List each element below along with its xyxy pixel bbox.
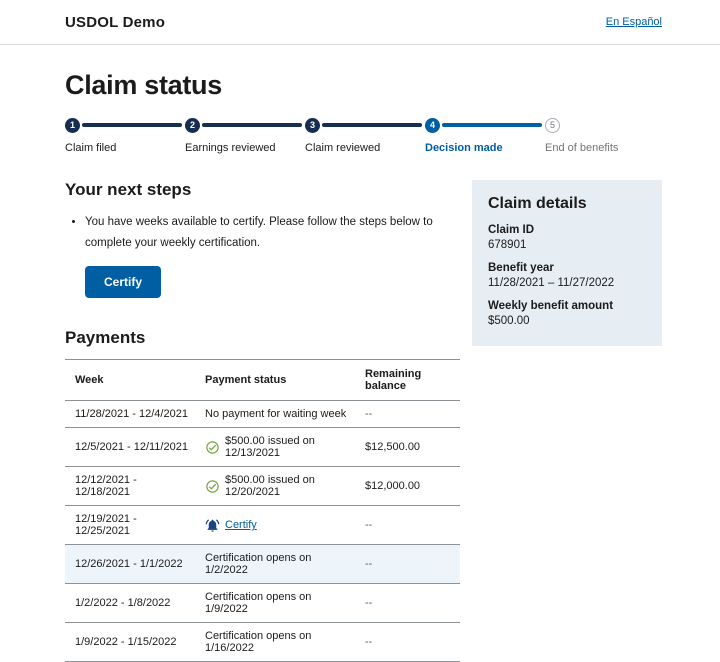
step-number-badge: 2 (185, 118, 200, 133)
claim-progress-stepper (65, 117, 662, 154)
payment-status-text: $500.00 issued on 12/20/2021 (225, 474, 315, 499)
remaining-balance-cell (355, 467, 460, 506)
detail-label: Weekly benefit amount (488, 300, 614, 312)
column-header-payment-status: Payment status (195, 360, 355, 401)
claim-details-heading: Claim details (488, 195, 587, 212)
step-connector (322, 123, 422, 127)
step-label: Earnings reviewed (185, 142, 276, 154)
check-circle-icon (205, 440, 220, 455)
week-cell: 1/2/2022 - 1/8/2022 (65, 584, 195, 623)
week-cell: 12/12/2021 - 12/18/2021 (65, 467, 195, 506)
week-cell: 1/9/2022 - 1/15/2022 (65, 623, 195, 662)
remaining-balance-cell (355, 623, 460, 662)
app-header (0, 0, 720, 45)
table-row (65, 584, 460, 623)
detail-label: Claim ID (488, 224, 535, 236)
step-number-badge: 3 (305, 118, 320, 133)
app-title: USDOL Demo (65, 13, 166, 31)
table-row (65, 506, 460, 545)
payment-status-text: No payment for waiting week (205, 408, 347, 421)
step-number-badge: 5 (545, 118, 560, 133)
balance-empty-dash: -- (365, 597, 373, 610)
payment-status-cell (195, 401, 355, 428)
step-connector (82, 123, 182, 127)
week-cell: 11/28/2021 - 12/4/2021 (65, 401, 195, 428)
week-cell: 12/26/2021 - 1/1/2022 (65, 545, 195, 584)
detail-value: $500.00 (488, 315, 530, 327)
balance-value: $12,000.00 (365, 480, 421, 493)
claim-details-box (472, 180, 662, 346)
balance-empty-dash: -- (365, 558, 373, 571)
step-earnings-reviewed (185, 117, 305, 154)
remaining-balance-cell (355, 428, 460, 467)
payment-status-cell (195, 506, 355, 545)
bell-icon (205, 518, 220, 533)
payment-status-text: Certification opens on 1/2/2022 (205, 552, 312, 577)
week-cell: 12/19/2021 - 12/25/2021 (65, 506, 195, 545)
payment-status-text: Certification opens on 1/9/2022 (205, 591, 312, 616)
payment-status-cell (195, 467, 355, 506)
step-claim-filed (65, 117, 185, 154)
column-header-week: Week (65, 360, 195, 401)
payment-status-cell (195, 545, 355, 584)
detail-value: 11/28/2021 – 11/27/2022 (488, 277, 615, 289)
balance-empty-dash: -- (365, 636, 373, 649)
detail-value: 678901 (488, 239, 527, 251)
step-claim-reviewed (305, 117, 425, 154)
certify-week-link[interactable]: Certify (225, 519, 257, 532)
step-connector (202, 123, 302, 127)
balance-empty-dash: -- (365, 408, 373, 421)
table-row (65, 467, 460, 506)
page-title: Claim status (65, 70, 222, 100)
column-header-remaining-balance: Remaining balance (355, 360, 460, 401)
table-row (65, 428, 460, 467)
table-row (65, 545, 460, 584)
table-row (65, 401, 460, 428)
main-column (65, 180, 460, 662)
detail-field-weekly-benefit-amount (488, 300, 646, 327)
next-steps-heading: Your next steps (65, 180, 192, 199)
step-end-of-benefits (545, 117, 623, 154)
check-circle-icon (205, 479, 220, 494)
detail-field-benefit-year (488, 262, 646, 289)
remaining-balance-cell (355, 506, 460, 545)
payments-table (65, 359, 460, 662)
step-connector (442, 123, 542, 127)
payment-status-cell (195, 584, 355, 623)
balance-value: $12,500.00 (365, 441, 421, 454)
payments-heading: Payments (65, 328, 146, 348)
week-cell: 12/5/2021 - 12/11/2021 (65, 428, 195, 467)
balance-empty-dash: -- (365, 519, 373, 532)
remaining-balance-cell (355, 545, 460, 584)
step-label: End of benefits (545, 142, 619, 154)
payment-status-text: Certification opens on 1/16/2022 (205, 630, 312, 655)
remaining-balance-cell (355, 401, 460, 428)
certify-button[interactable]: Certify (85, 266, 161, 298)
claim-details-sidebar (472, 180, 662, 346)
step-label: Claim filed (65, 142, 117, 154)
table-row (65, 623, 460, 662)
step-label: Claim reviewed (305, 142, 381, 154)
step-decision-made (425, 117, 545, 154)
step-label: Decision made (425, 142, 503, 154)
payment-status-text: $500.00 issued on 12/13/2021 (225, 435, 315, 460)
payment-status-cell (195, 623, 355, 662)
next-steps-list (67, 212, 439, 253)
remaining-balance-cell (355, 584, 460, 623)
next-steps-item: • You have weeks available to certify. Please follow the steps below to complete your weekly certification. (85, 212, 439, 253)
step-number-badge: 4 (425, 118, 440, 133)
step-number-badge: 1 (65, 118, 80, 133)
detail-field-claim-id (488, 224, 646, 251)
detail-label: Benefit year (488, 262, 554, 274)
payment-status-cell (195, 428, 355, 467)
language-toggle-link[interactable]: En Español (605, 16, 662, 28)
table-header-row (65, 360, 460, 401)
